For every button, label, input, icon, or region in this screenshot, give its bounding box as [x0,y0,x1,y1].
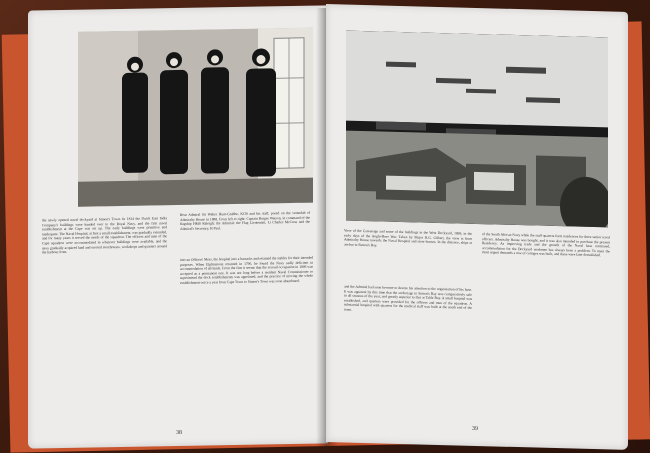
right-page [326,4,628,450]
dockyard-image [346,31,608,228]
left-page [28,5,328,448]
left-column-1-text: the newly opened naval dockyard at Simon's Town. In 1814 the Dutch East India Company's buildings were handed over to the Royal Navy, and the first naval establishment at the Cape was set up. The early buildings were primitive and inadequate. The Naval Hospital, at first a small establishment, was gradually extended, and for many years it served the needs of the squadron. The officers and men of the Cape squadron were accommodated in whatever buildings were available, and the navy gradually acquired land and erected storehouses, workshops and quarters around the harbour front. [42,216,167,255]
left-page-number: 38 [176,429,182,437]
left-column-2-text: into an Officers' Mess, the hospital into a barracks and retained the stables for their intended purposes. When Elphinstone returned in 1796, he found the Navy sadly deficient in accommodation of all kinds. From the first it seems that the second occupation in 1806 was accepted as a permanent one. It was not long before a resident Naval Commissioner to superintend the dock establishments was appointed, and the practice of moving the whole establishment twice a year from Cape Town to Simon's Town was soon abandoned. [180,255,313,285]
photo-naval-officers [78,28,313,207]
left-photo-caption: Rear Admiral Sir Walter Hunt-Grubbe, KCB and his staff, posed on the verandah of Admiralty House in 1888. From left to right: Captain Burges Watson, in command of the flagship HMS Raleigh; the Admiral; the Flag Lieutenant, Lt Charles McCrea; and the Admiral's Secretary, H Paul. [180,210,310,231]
right-column-1-text: and the Admiral had soon become to devote his attention to the organisation of his base. It was apparent by this time that the anchorage in Simon's Bay was comparatively safe in all seasons of the year, and greatly superior to that at Table Bay. A small hospital was established, and quarters were provided for the officers and men of the squadron. A substantial hospital with quarters for the medical staff was built at the south end of the town. [344,284,472,312]
right-photo-caption: View of the Careenage and some of the buildings in the West Dockyard, 1899, in the early days of the Anglo-Boer War. Taken by Major H.G. Gilbert, the view is from Admiralty House towards the Naval Hospital and store houses. In the distance, ships at anchor in Simon's Bay. [344,228,472,248]
right-page-number: 39 [472,425,478,433]
photo-dockyard [346,31,608,228]
naval-officers-image [78,28,313,207]
right-column-2-text: of the South African Navy while the staff quarters form residences for three senior naval officers. Admiralty House was bought, and it was also intended to purchase the present Residency. As improving trade and the growth of the Naval base continued, accommodation for the Dockyard workmen has always been a problem. To meet the most urgent demands a row of cottages was built, and these were later demolished. [482,232,610,258]
open-book [28,8,628,446]
